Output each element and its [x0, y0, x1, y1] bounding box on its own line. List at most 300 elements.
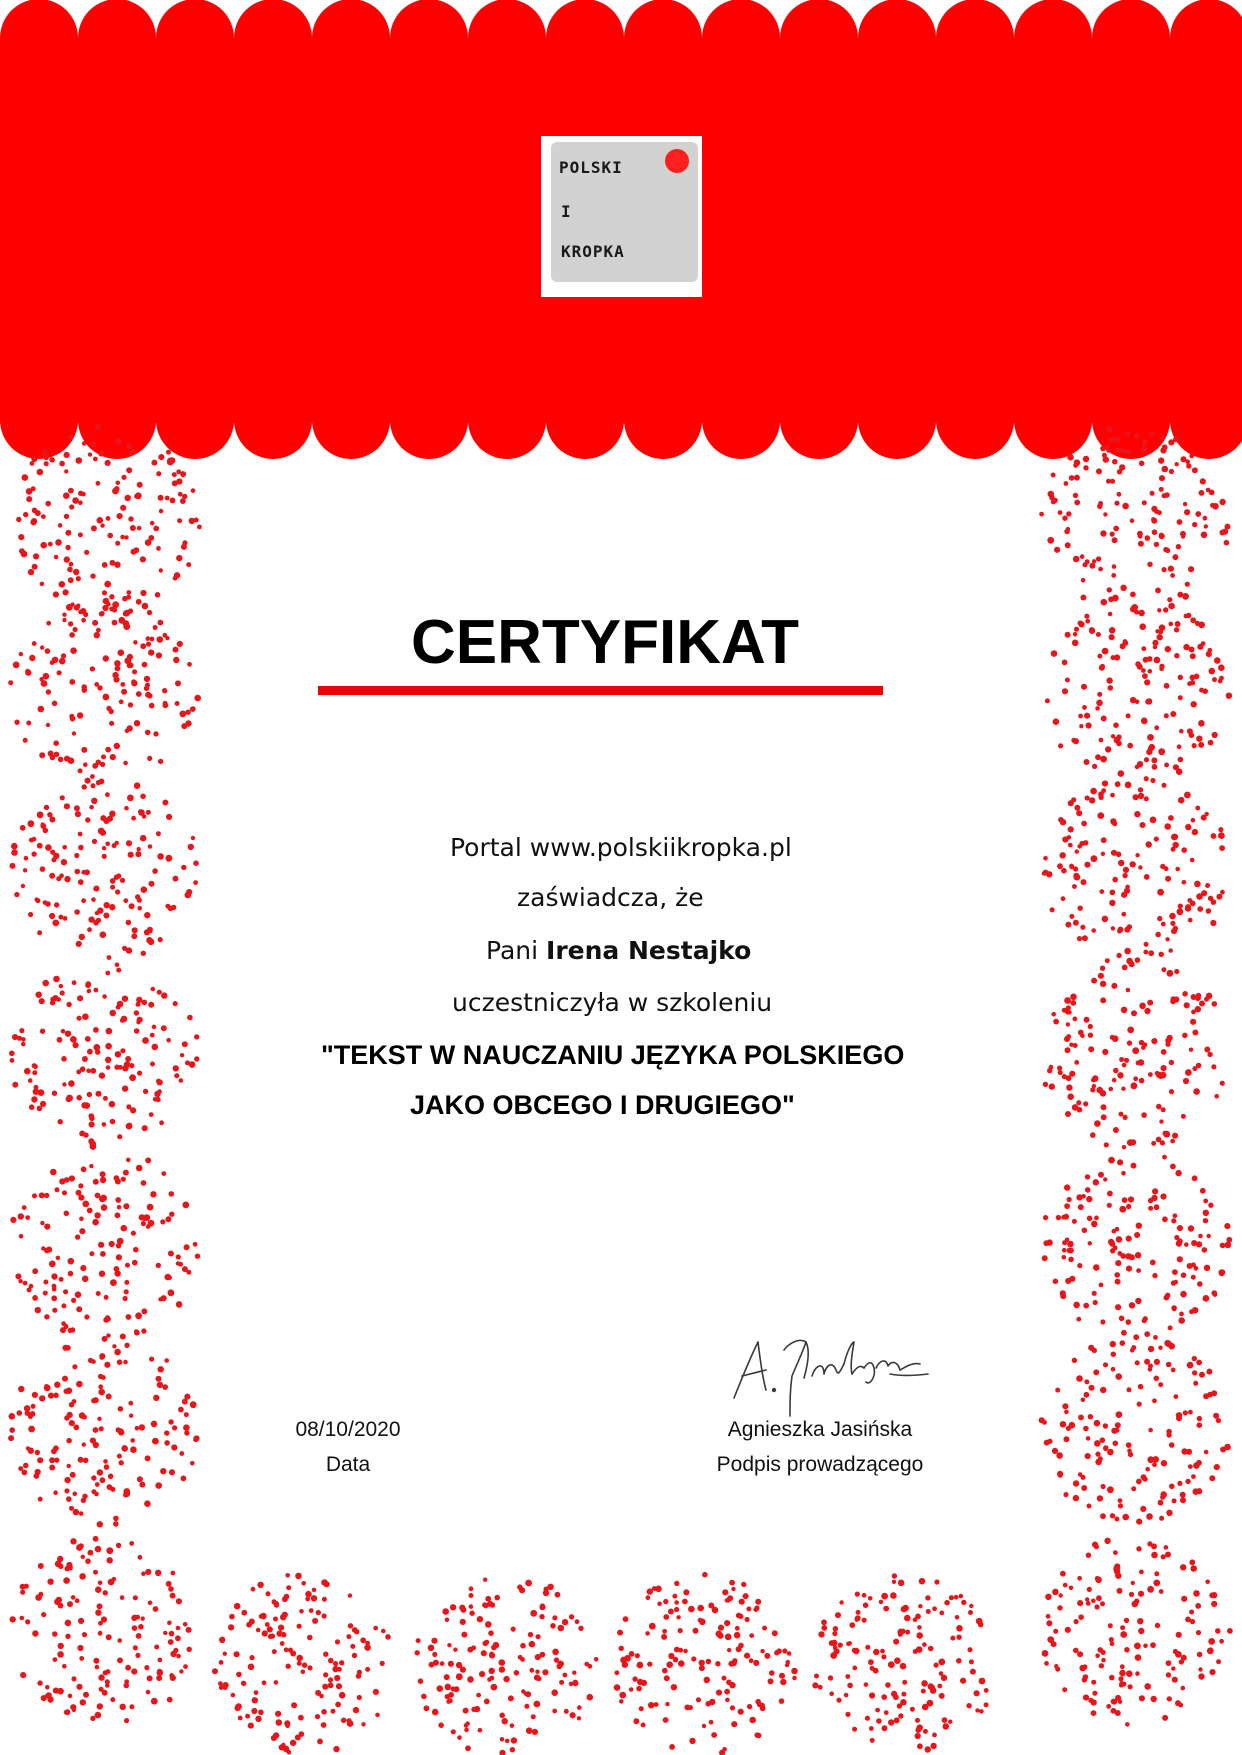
border-dot: [1148, 1367, 1153, 1372]
border-dot: [78, 879, 84, 885]
border-dot: [1077, 1576, 1082, 1581]
border-dot: [1225, 524, 1231, 530]
border-dot: [1079, 841, 1084, 846]
border-dot: [1129, 1592, 1134, 1597]
border-dot: [70, 647, 77, 654]
border-dot: [1137, 761, 1143, 767]
border-dot: [1101, 1658, 1106, 1663]
border-dot: [155, 1570, 161, 1576]
border-dot: [1052, 1589, 1059, 1596]
border-dot: [1190, 675, 1196, 681]
border-dot: [494, 1595, 500, 1601]
border-dot: [943, 1723, 950, 1730]
border-dot: [1160, 864, 1165, 869]
border-dot: [129, 903, 135, 909]
border-dot: [764, 1653, 770, 1659]
recipient-line: [486, 934, 751, 968]
border-dot: [1202, 1247, 1208, 1253]
border-dot: [1107, 1203, 1112, 1208]
border-dot: [1104, 1538, 1110, 1544]
border-dot: [141, 886, 148, 893]
border-dot: [21, 884, 25, 888]
border-dot: [140, 643, 146, 649]
border-dot: [1152, 529, 1158, 535]
border-dot: [357, 1695, 362, 1700]
border-dot: [1156, 1104, 1162, 1110]
border-dot: [57, 1651, 64, 1658]
border-dot: [483, 1578, 487, 1582]
border-dot: [1202, 688, 1208, 694]
border-dot: [930, 1743, 936, 1749]
border-dot: [1165, 937, 1169, 941]
border-dot: [491, 1684, 498, 1691]
border-dot: [135, 1426, 140, 1431]
border-dot: [1185, 904, 1191, 910]
border-dot: [1083, 465, 1088, 470]
border-dot: [323, 1672, 328, 1677]
border-dot: [100, 1355, 105, 1360]
border-dot: [105, 842, 110, 847]
border-dot: [12, 1082, 18, 1088]
border-dot: [65, 1031, 71, 1037]
border-dot: [100, 1171, 106, 1177]
border-dot: [941, 1675, 947, 1681]
border-dot: [1140, 1506, 1146, 1512]
border-dot: [418, 1678, 424, 1684]
border-dot: [1139, 1040, 1145, 1046]
border-dot: [129, 1541, 134, 1546]
border-dot: [1134, 1643, 1141, 1650]
border-dot: [1165, 1552, 1171, 1558]
border-dot: [115, 889, 120, 894]
border-dot: [134, 720, 140, 726]
border-dot: [1064, 529, 1070, 535]
border-dot: [1083, 1694, 1089, 1700]
border-dot: [635, 1653, 640, 1658]
border-dot: [1139, 1570, 1144, 1575]
border-dot: [1130, 592, 1136, 598]
border-dot: [68, 1080, 75, 1087]
border-dot: [23, 1463, 29, 1469]
border-dot: [1180, 1492, 1186, 1498]
border-dot: [1151, 757, 1157, 763]
border-dot: [1126, 1319, 1132, 1325]
border-dot: [1180, 1564, 1186, 1570]
border-dot: [275, 1711, 281, 1717]
border-dot: [168, 1639, 174, 1645]
border-dot: [1130, 1348, 1135, 1353]
border-dot: [491, 1645, 497, 1651]
border-dot: [572, 1671, 576, 1675]
border-dot: [114, 660, 121, 667]
border-dot: [1086, 1436, 1091, 1441]
border-dot: [1144, 1683, 1151, 1690]
border-dot: [128, 852, 134, 858]
border-dot: [110, 1010, 117, 1017]
border-dot: [1172, 1133, 1178, 1139]
border-dot: [1101, 1484, 1106, 1489]
border-dot: [114, 1266, 120, 1272]
border-dot: [1065, 1238, 1070, 1243]
border-dot: [64, 1389, 70, 1395]
border-dot: [1136, 1223, 1142, 1229]
border-dot: [103, 655, 109, 661]
border-dot: [101, 754, 106, 759]
border-dot: [96, 481, 101, 486]
border-dot: [27, 1287, 32, 1292]
border-dot: [176, 478, 182, 484]
border-dot: [97, 907, 103, 913]
border-dot: [73, 1509, 79, 1515]
border-dot: [19, 652, 23, 656]
border-dot: [65, 530, 71, 536]
border-dot: [62, 1190, 67, 1195]
border-dot: [174, 1073, 179, 1078]
border-dot: [1134, 811, 1140, 817]
border-dot: [51, 1295, 57, 1301]
border-dot: [594, 1657, 599, 1662]
border-dot: [65, 1345, 71, 1351]
border-dot: [307, 1665, 312, 1670]
border-dot: [129, 1074, 136, 1081]
border-dot: [979, 1678, 986, 1685]
border-dot: [79, 1573, 86, 1580]
border-dot: [32, 1392, 38, 1398]
border-dot: [1081, 578, 1086, 583]
border-dot: [1050, 907, 1055, 912]
border-dot: [335, 1639, 340, 1644]
border-dot: [755, 1599, 761, 1605]
border-dot: [93, 1397, 99, 1403]
border-dot: [18, 534, 24, 540]
border-dot: [52, 1284, 57, 1289]
border-dot: [1059, 1593, 1063, 1597]
border-dot: [76, 941, 82, 947]
border-dot: [62, 1082, 66, 1086]
border-dot: [28, 569, 34, 575]
border-dot: [1049, 1083, 1055, 1089]
border-dot: [186, 562, 191, 567]
border-dot: [1095, 1576, 1100, 1581]
border-dot: [126, 840, 132, 846]
border-dot: [818, 1685, 823, 1690]
border-dot: [52, 701, 58, 707]
border-dot: [1210, 920, 1216, 926]
border-dot: [575, 1619, 580, 1624]
border-dot: [40, 1221, 44, 1225]
border-dot: [137, 847, 141, 851]
border-dot: [1091, 928, 1096, 933]
border-dot: [348, 1623, 353, 1628]
border-dot: [373, 1689, 379, 1695]
border-dot: [676, 1615, 680, 1619]
border-dot: [262, 1680, 267, 1685]
border-dot: [846, 1642, 851, 1647]
border-dot: [882, 1725, 888, 1731]
border-dot: [135, 1653, 140, 1658]
border-dot: [44, 1193, 49, 1198]
border-dot: [1115, 1279, 1121, 1285]
border-dot: [1148, 950, 1154, 956]
border-dot: [32, 508, 38, 514]
border-dot: [1074, 627, 1079, 632]
border-dot: [1162, 1216, 1168, 1222]
border-dot: [1152, 1188, 1158, 1194]
border-dot: [321, 1722, 327, 1728]
border-dot: [104, 581, 111, 588]
border-dot: [1042, 1420, 1047, 1425]
border-dot: [120, 1595, 125, 1600]
border-dot: [1159, 1516, 1164, 1521]
border-dot: [162, 688, 167, 693]
border-dot: [127, 795, 134, 802]
border-dot: [1060, 819, 1066, 825]
border-dot: [106, 1394, 112, 1400]
border-dot: [485, 1596, 491, 1602]
border-dot: [1084, 713, 1090, 719]
border-dot: [478, 1728, 483, 1733]
border-dot: [20, 1616, 25, 1621]
border-dot: [189, 518, 195, 524]
border-dot: [274, 1680, 279, 1685]
border-dot: [768, 1678, 774, 1684]
border-dot: [1044, 1661, 1049, 1666]
border-dot: [1051, 473, 1056, 478]
border-dot: [956, 1625, 963, 1632]
border-dot: [150, 1062, 155, 1067]
border-dot: [82, 1632, 87, 1637]
border-dot: [49, 457, 55, 463]
border-dot: [100, 1477, 106, 1483]
border-dot: [59, 581, 66, 588]
border-dot: [641, 1723, 646, 1728]
border-dot: [641, 1680, 647, 1686]
border-dot: [1184, 509, 1190, 515]
border-dot: [1151, 1038, 1157, 1044]
border-dot: [1054, 1664, 1058, 1668]
border-dot: [54, 1382, 60, 1388]
border-dot: [91, 1475, 96, 1480]
border-dot: [1126, 1266, 1132, 1272]
border-dot: [444, 1674, 450, 1680]
border-dot: [1172, 1677, 1178, 1683]
border-dot: [1094, 1440, 1101, 1447]
border-dot: [90, 1716, 95, 1721]
border-dot: [1080, 1475, 1085, 1480]
border-dot: [1164, 713, 1169, 718]
border-dot: [1126, 449, 1132, 455]
border-dot: [1138, 1059, 1145, 1066]
border-dot: [116, 481, 121, 486]
border-dot: [1203, 1210, 1209, 1216]
border-dot: [37, 843, 43, 849]
border-dot: [1092, 1291, 1097, 1296]
border-dot: [179, 1078, 184, 1083]
border-dot: [68, 621, 73, 626]
border-dot: [352, 1653, 357, 1658]
border-dot: [137, 482, 143, 488]
salutation: Pani: [486, 936, 539, 965]
border-dot: [78, 1618, 84, 1624]
border-dot: [141, 1571, 146, 1576]
border-dot: [78, 500, 83, 505]
border-dot: [1178, 904, 1183, 909]
border-dot: [514, 1670, 520, 1676]
border-dot: [1086, 1553, 1091, 1558]
border-dot: [1043, 856, 1048, 861]
border-dot: [759, 1703, 765, 1709]
border-dot: [346, 1634, 351, 1639]
border-dot: [262, 1630, 268, 1636]
border-dot: [1097, 1647, 1103, 1653]
border-dot: [123, 1360, 128, 1365]
border-dot: [156, 831, 161, 836]
border-dot: [715, 1661, 720, 1666]
border-dot: [64, 1211, 70, 1217]
border-dot: [69, 679, 75, 685]
border-dot: [1171, 1218, 1176, 1223]
border-dot: [1062, 1248, 1067, 1253]
border-dot: [689, 1738, 695, 1744]
border-dot: [838, 1643, 843, 1648]
border-dot: [117, 513, 123, 519]
border-dot: [749, 1658, 754, 1663]
border-dot: [1176, 1240, 1182, 1246]
border-dot: [1207, 1647, 1214, 1654]
border-dot: [69, 1420, 75, 1426]
border-dot: [21, 1042, 26, 1047]
border-dot: [901, 1606, 907, 1612]
border-dot: [15, 1273, 21, 1279]
border-dot: [1199, 490, 1205, 496]
border-dot: [125, 1056, 131, 1062]
border-dot: [1192, 1175, 1198, 1181]
border-dot: [161, 1171, 166, 1176]
border-dot: [1138, 1384, 1144, 1390]
border-dot: [68, 1694, 73, 1699]
border-dot: [157, 853, 164, 860]
border-dot: [141, 1308, 147, 1314]
border-dot: [939, 1611, 944, 1616]
border-dot: [1066, 511, 1071, 516]
border-dot: [1197, 644, 1203, 650]
border-dot: [934, 1663, 939, 1668]
border-dot: [334, 1675, 340, 1681]
border-dot: [1168, 603, 1175, 610]
border-dot: [133, 1595, 138, 1600]
border-dot: [164, 1358, 169, 1363]
border-dot: [1120, 1664, 1125, 1669]
border-dot: [834, 1648, 840, 1654]
border-dot: [257, 1582, 263, 1588]
border-dot: [85, 817, 90, 822]
border-dot: [918, 1604, 922, 1608]
border-dot: [416, 1638, 421, 1643]
border-dot: [1100, 664, 1105, 669]
border-dot: [1064, 1203, 1070, 1209]
border-dot: [1112, 1078, 1117, 1083]
border-dot: [1209, 668, 1216, 675]
border-dot: [131, 933, 137, 939]
border-dot: [79, 1131, 85, 1137]
border-dot: [18, 1279, 22, 1283]
border-dot: [114, 562, 120, 568]
border-dot: [165, 496, 170, 501]
border-dot: [95, 1586, 102, 1593]
border-dot: [1074, 1619, 1079, 1624]
border-dot: [117, 1238, 124, 1245]
border-dot: [98, 451, 104, 457]
border-dot: [70, 1704, 76, 1710]
border-dot: [1097, 1495, 1103, 1501]
border-dot: [280, 1614, 286, 1620]
border-dot: [1069, 1422, 1076, 1429]
border-dot: [1123, 867, 1129, 873]
border-dot: [900, 1663, 907, 1670]
border-dot: [144, 912, 150, 918]
border-dot: [1203, 1199, 1208, 1204]
border-dot: [754, 1605, 759, 1610]
border-dot: [1095, 1452, 1100, 1457]
border-dot: [112, 601, 119, 608]
border-dot: [323, 1652, 328, 1657]
border-dot: [39, 677, 43, 681]
border-dot: [93, 1442, 99, 1448]
border-dot: [1126, 1442, 1132, 1448]
border-dot: [81, 898, 86, 903]
border-dot: [535, 1654, 541, 1660]
border-dot: [147, 1204, 154, 1211]
border-dot: [169, 1212, 174, 1217]
border-dot: [43, 1280, 48, 1285]
border-dot: [96, 1091, 102, 1097]
border-dot: [1131, 1010, 1137, 1016]
border-dot: [90, 774, 95, 779]
border-dot: [1052, 1448, 1058, 1454]
border-dot: [1219, 1639, 1224, 1644]
border-dot: [125, 1314, 131, 1320]
border-dot: [1178, 695, 1183, 700]
border-dot: [76, 1544, 83, 1551]
border-dot: [79, 1656, 84, 1661]
border-dot: [87, 989, 92, 994]
border-dot: [118, 649, 125, 656]
border-dot: [177, 641, 183, 647]
border-dot: [148, 649, 154, 655]
border-dot: [1042, 1255, 1048, 1261]
border-dot: [1072, 884, 1077, 889]
border-dot: [1068, 843, 1073, 848]
border-dot: [1219, 845, 1225, 851]
border-dot: [1091, 1221, 1098, 1228]
border-dot: [657, 1602, 662, 1607]
border-dot: [520, 1643, 526, 1649]
border-dot: [176, 1254, 181, 1259]
border-dot: [1184, 614, 1189, 619]
border-dot: [1139, 461, 1145, 467]
border-dot: [1198, 1673, 1204, 1679]
border-dot: [831, 1640, 838, 1647]
border-dot: [171, 905, 176, 910]
border-dot: [85, 1036, 91, 1042]
border-dot: [87, 927, 92, 932]
border-dot: [194, 1056, 199, 1061]
title-underline: [318, 686, 883, 695]
border-dot: [1109, 1087, 1114, 1092]
border-dot: [921, 1680, 928, 1687]
border-dot: [937, 1684, 942, 1689]
border-dot: [1111, 1352, 1116, 1357]
